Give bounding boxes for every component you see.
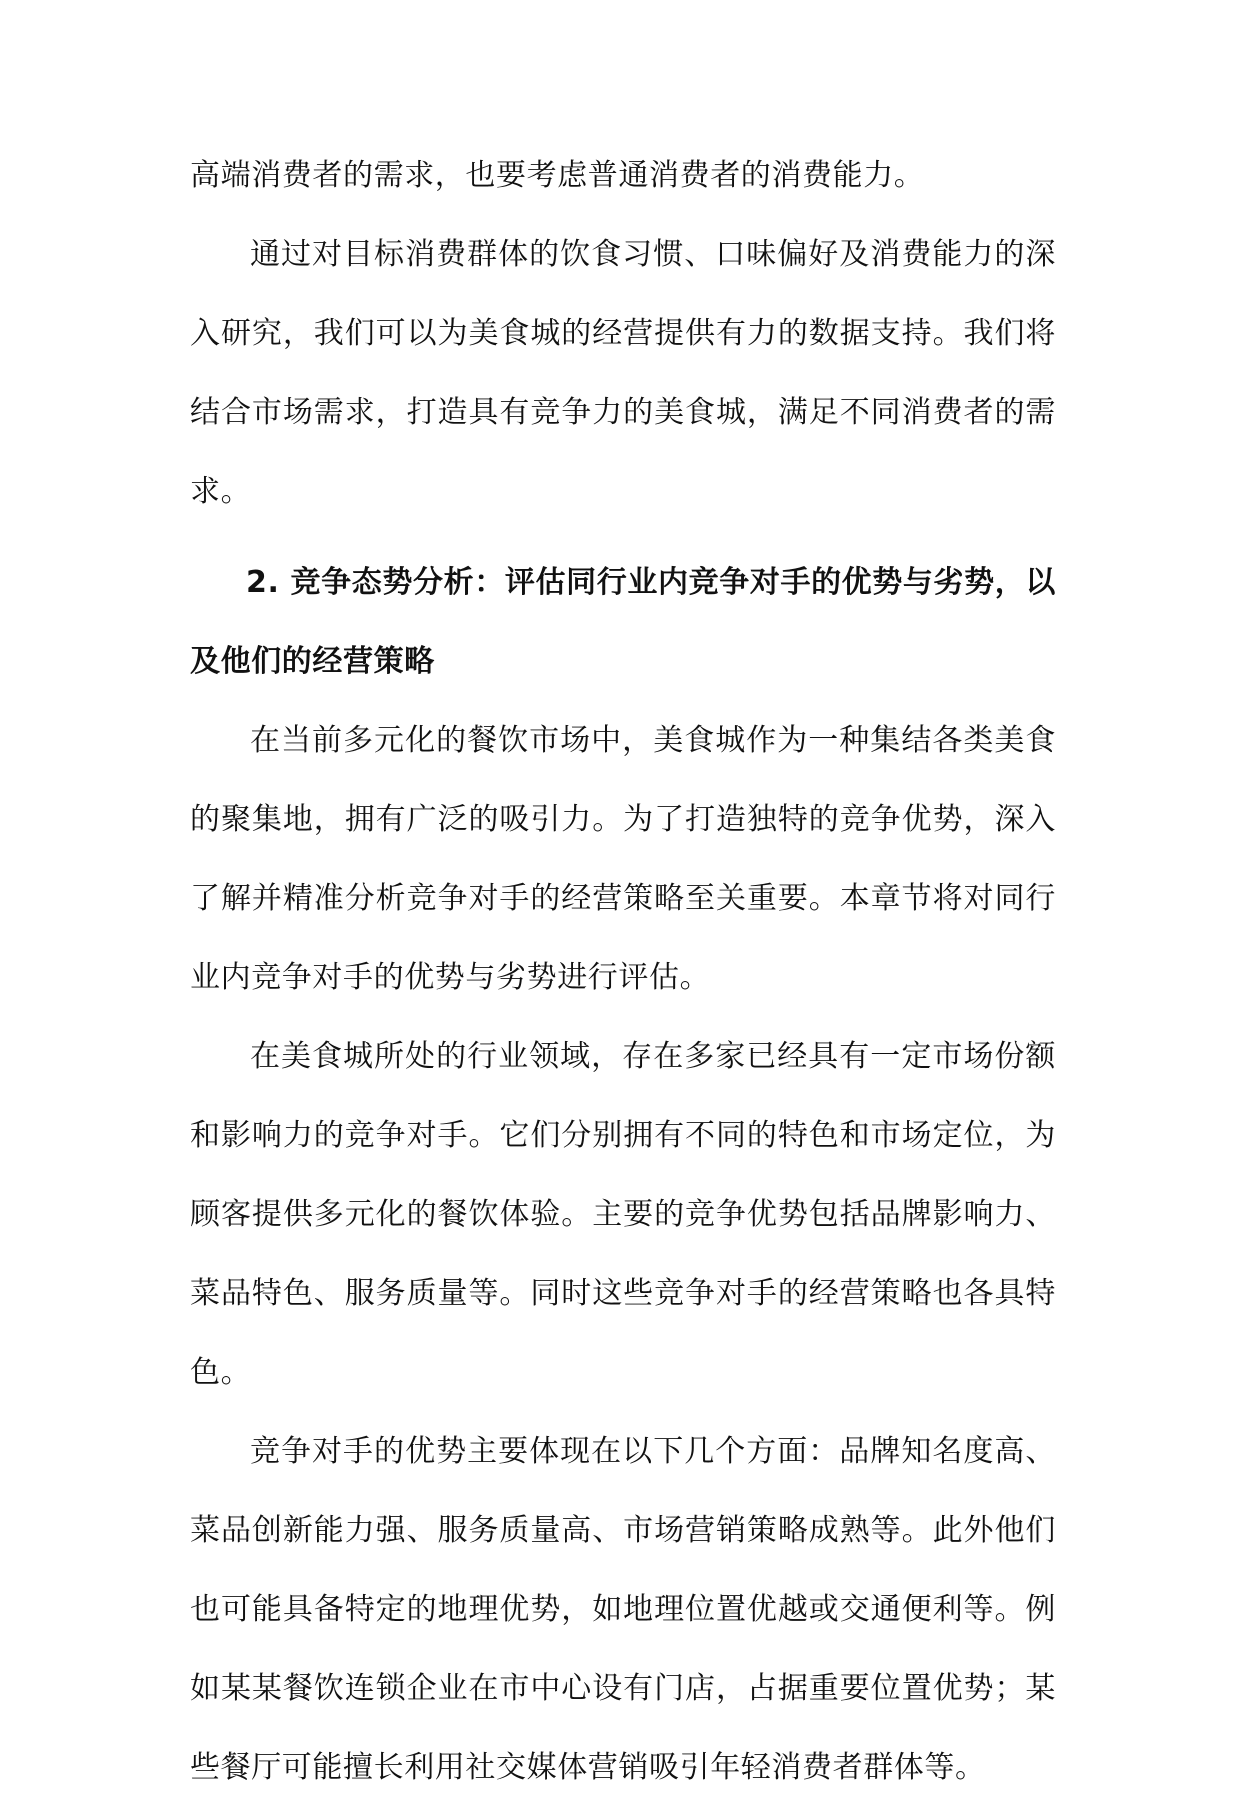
document-page [190,136,1056,1807]
paragraph-1: 高端消费者的需求，也要考虑普通消费者的消费能力。 [190,158,925,193]
paragraph-3: 在当前多元化的餐饮市场中，美食城作为一种集结各类美食的聚集地，拥有广泛的吸引力。为了打造独特的竞争优势，深入了解并精准分析竞争对手的经营策略至关重要。本章节将对同行业内竞争对手的优势与劣势进行评估。 [190,723,1056,995]
section-heading: 2. 竞争态势分析：评估同行业内竞争对手的优势与劣势，以及他们的经营策略 [190,565,1056,679]
paragraph-2: 通过对目标消费群体的饮食习惯、口味偏好及消费能力的深入研究，我们可以为美食城的经营提供有力的数据支持。我们将结合市场需求，打造具有竞争力的美食城，满足不同消费者的需求。 [190,237,1056,509]
paragraph-4: 在美食城所处的行业领域，存在多家已经具有一定市场份额和影响力的竞争对手。它们分别拥有不同的特色和市场定位，为顾客提供多元化的餐饮体验。主要的竞争优势包括品牌影响力、菜品特色、服务质量等。同时这些竞争对手的经营策略也各具特色。 [190,1039,1056,1390]
paragraph-5: 竞争对手的优势主要体现在以下几个方面：品牌知名度高、菜品创新能力强、服务质量高、市场营销策略成熟等。此外他们也可能具备特定的地理优势，如地理位置优越或交通便利等。例如某某餐饮连锁企业在市中心设有门店，占据重要位置优势；某些餐厅可能擅长利用社交媒体营销吸引年轻消费者群体等。 [190,1434,1056,1785]
